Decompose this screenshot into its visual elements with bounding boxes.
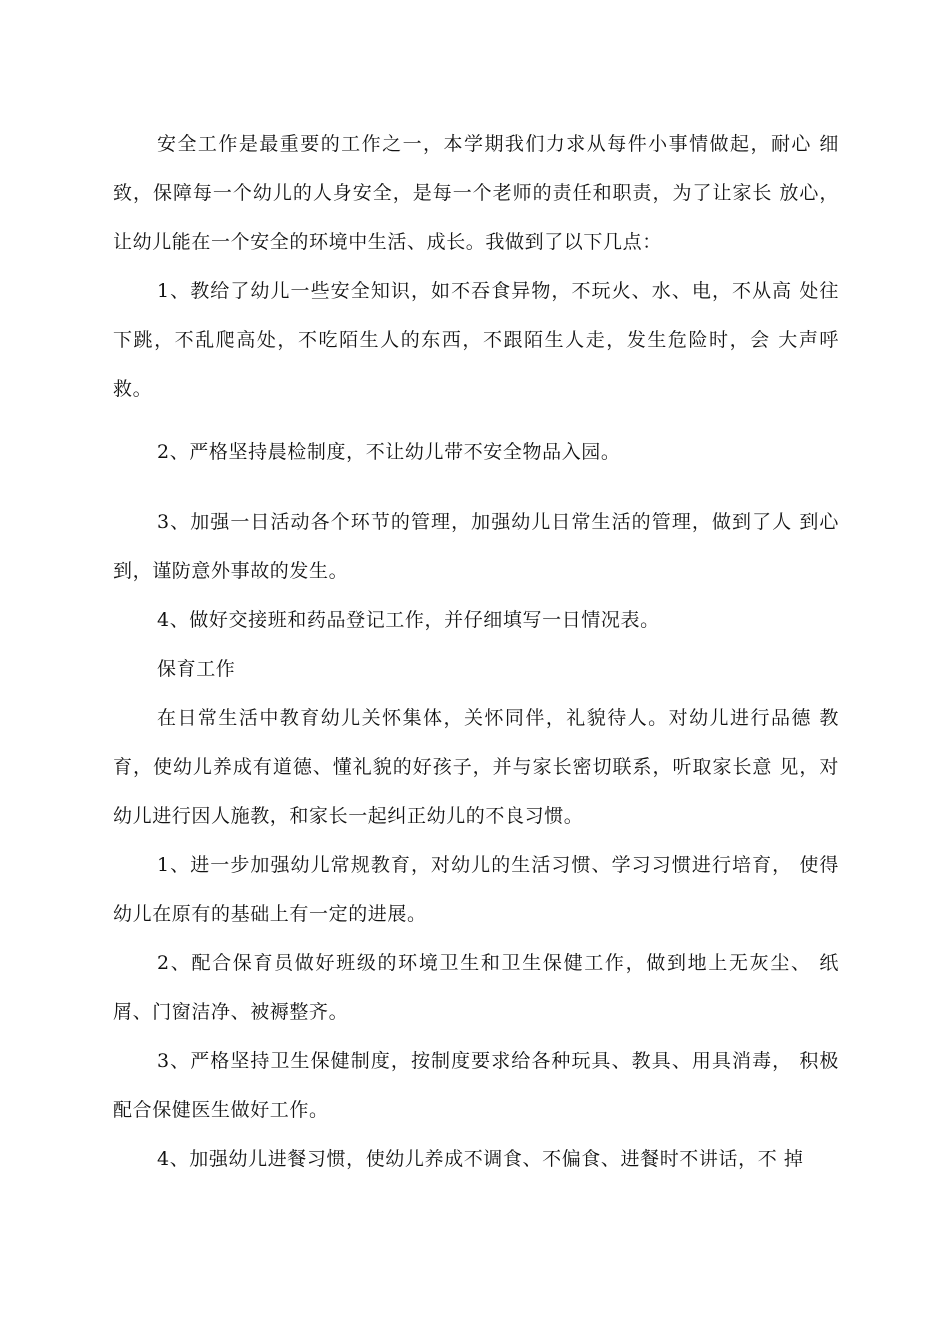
safety-item-3: 3、加强一日活动各个环节的管理，加强幼儿日常生活的管理，做到了人 到心到，谨防意外事故的发生。 — [113, 511, 839, 582]
safety-intro-paragraph: 安全工作是最重要的工作之一，本学期我们力求从每件小事情做起，耐心 细致，保障每一个幼儿的人身安全，是每一个老师的责任和职责，为了让家长 放心，让幼儿能在一个安全的环境中生活、成长。我做到了以下几点： — [113, 133, 839, 253]
safety-item-1: 1、教给了幼儿一些安全知识，如不吞食异物，不玩火、水、电，不从高 处往下跳，不乱爬高处，不吃陌生人的东西，不跟陌生人走，发生危险时，会 大声呼救。 — [113, 280, 839, 400]
document-body — [113, 120, 839, 1184]
care-item-1: 1、进一步加强幼儿常规教育，对幼儿的生活习惯、学习习惯进行培育， 使得幼儿在原有的基础上有一定的进展。 — [113, 854, 839, 925]
care-item-3: 3、严格坚持卫生保健制度，按制度要求给各种玩具、教具、用具消毒， 积极配合保健医生做好工作。 — [113, 1050, 839, 1121]
care-item-2: 2、配合保育员做好班级的环境卫生和卫生保健工作，做到地上无灰尘、 纸屑、门窗洁净、被褥整齐。 — [113, 952, 839, 1023]
safety-item-4: 4、做好交接班和药品登记工作，并仔细填写一日情况表。 — [157, 609, 660, 631]
safety-item-2: 2、严格坚持晨检制度，不让幼儿带不安全物品入园。 — [157, 441, 621, 463]
care-section-heading: 保育工作 — [157, 658, 236, 680]
care-item-4: 4、加强幼儿进餐习惯，使幼儿养成不调食、不偏食、进餐时不讲话，不 掉 — [157, 1148, 804, 1170]
care-intro-paragraph: 在日常生活中教育幼儿关怀集体，关怀同伴，礼貌待人。对幼儿进行品德 教育，使幼儿养成有道德、懂礼貌的好孩子，并与家长密切联系，听取家长意 见，对幼儿进行因人施教，和家长一起纠正幼儿的不良习惯。 — [113, 707, 839, 827]
